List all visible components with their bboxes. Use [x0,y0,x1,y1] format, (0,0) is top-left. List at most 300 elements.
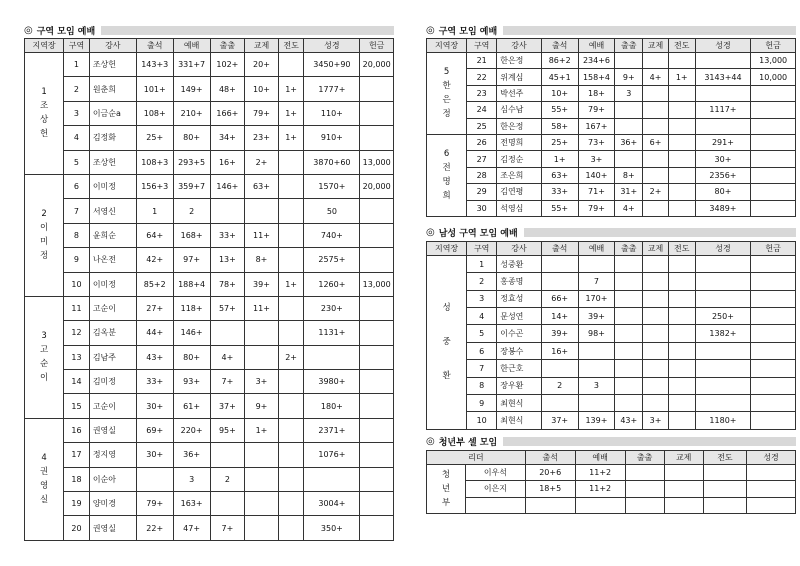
table-cell: 25+ [541,134,578,150]
table-cell [278,370,304,394]
district-leader-char: 환 [442,371,451,382]
left-page [24,22,394,541]
table-row [427,102,796,118]
table-cell [751,184,796,200]
table-cell: 10+ [541,85,578,101]
table-cell: 220+ [173,418,210,442]
youth-cell-table [426,450,796,514]
table-cell: 39+ [541,325,578,342]
table-cell: 23 [467,85,497,101]
table-cell: 11+ [245,223,279,247]
table-cell: 31+ [615,184,643,200]
table-cell: 42+ [136,248,173,272]
table-cell: 19 [64,492,90,516]
table-cell: 28 [467,167,497,183]
table-cell [664,464,703,480]
district-leader-char: 권 [39,467,49,478]
table-cell: 20+6 [525,464,575,480]
district-leader-char: 부 [441,497,451,508]
table-cell: 910+ [304,126,360,150]
table-cell [695,85,751,101]
table-cell: 20+ [245,53,279,77]
table-cell: 1+ [668,69,695,85]
table-cell: 33+ [136,370,173,394]
table-cell: 이수곤 [497,325,542,342]
table-cell: 93+ [173,370,210,394]
table-cell: 성중환 [497,255,542,272]
table-row [427,464,796,480]
table-cell [360,345,394,369]
table-cell: 1117+ [695,102,751,118]
table-cell: 37+ [541,412,578,429]
table-cell: 7+ [210,370,245,394]
table-cell: 위계심 [497,69,542,85]
table-cell: 17 [64,443,90,467]
table-cell: 2 [64,77,90,101]
table-cell [668,342,695,359]
table-cell: 20,000 [360,53,394,77]
column-header: 성경 [695,241,751,255]
table-cell [668,255,695,272]
table-cell: 1+ [278,126,304,150]
table-cell: 167+ [578,118,615,134]
table-cell: 331+7 [173,53,210,77]
table-cell [615,308,643,325]
bullet-icon: ◎ [426,24,435,36]
table-cell: 359+7 [173,174,210,198]
table-cell [751,134,796,150]
table-cell [751,308,796,325]
table-cell: 163+ [173,492,210,516]
table-cell: 2+ [643,184,669,200]
table-cell: 55+ [541,200,578,216]
table-cell: 69+ [136,418,173,442]
table-cell: 권영실 [89,418,136,442]
table-row [25,199,394,223]
table-cell: 25 [467,118,497,134]
table-cell: 9+ [245,394,279,418]
district-leader-char: 청 [441,469,451,480]
table-cell: 이은지 [466,481,526,497]
table-cell [751,342,796,359]
table-cell: 이금순a [89,101,136,125]
table-cell [360,443,394,467]
table-cell [360,467,394,491]
table-cell: 4 [64,126,90,150]
table-row [25,174,394,198]
table-cell: 1+ [541,151,578,167]
column-header: 헌금 [751,241,796,255]
table-cell [668,308,695,325]
table-cell: 윤희순 [89,223,136,247]
table-row [25,516,394,540]
table-cell [643,53,669,69]
column-header: 출출 [615,39,643,53]
column-header: 강사 [89,39,136,53]
table-row [25,467,394,491]
table-row [427,167,796,183]
table-cell: 9 [467,395,497,412]
table-cell [615,290,643,307]
table-cell: 2 [210,467,245,491]
district-leader-cell [427,255,467,429]
table-cell: 10+ [245,77,279,101]
table-cell: 한은정 [497,53,542,69]
table-row [427,412,796,429]
table-cell [643,360,669,377]
table-cell: 11+2 [575,464,625,480]
table-cell: 정효성 [497,290,542,307]
table-row [427,308,796,325]
table-cell: 조상헌 [89,53,136,77]
table-cell [695,290,751,307]
table-cell [668,360,695,377]
table-cell: 9+ [615,69,643,85]
table-cell: 1+ [278,272,304,296]
table-cell [541,360,578,377]
table-cell: 1 [136,199,173,223]
table-cell: 25+ [136,126,173,150]
table-cell: 47+ [173,516,210,540]
table-cell: 홍종명 [497,273,542,290]
table-cell [751,85,796,101]
table-cell: 최현식 [497,395,542,412]
district-leader-cell [427,53,467,135]
table-cell: 85+2 [136,272,173,296]
table-cell: 27+ [136,296,173,320]
table-cell: 63+ [245,174,279,198]
table-cell [615,360,643,377]
table-cell: 44+ [136,321,173,345]
table-cell [278,150,304,174]
table-cell: 101+ [136,77,173,101]
bullet-icon: ◎ [426,227,435,239]
table-row [427,85,796,101]
table-cell: 4+ [210,345,245,369]
table-cell [360,126,394,150]
table-cell: 4+ [615,200,643,216]
column-header: 예배 [173,39,210,53]
table-cell: 권영실 [89,516,136,540]
table-cell: 80+ [173,126,210,150]
table-cell: 7 [467,360,497,377]
table-cell: 58+ [541,118,578,134]
district-table-right [426,38,796,217]
column-header: 구역 [467,39,497,53]
column-header: 출석 [541,39,578,53]
table-cell [615,255,643,272]
district-table-left [24,38,394,541]
table-cell: 나온전 [89,248,136,272]
table-cell: 13,000 [751,53,796,69]
table-cell: 146+ [173,321,210,345]
table-cell: 3+ [578,151,615,167]
column-header: 전도 [278,39,304,53]
district-leader-char: 이 [39,223,49,234]
table-cell: 3+ [245,370,279,394]
section-title-text: 구역 모임 예배 [36,26,96,37]
table-cell: 이미정 [89,272,136,296]
title-bar [503,26,796,35]
column-header: 교제 [664,450,703,464]
table-cell: 2356+ [695,167,751,183]
district-leader-char: 4 [41,453,47,464]
table-cell [668,151,695,167]
table-cell [278,443,304,467]
section-title-text: 청년부 셀 모임 [438,438,498,449]
table-cell [747,464,796,480]
table-cell [578,255,615,272]
table-cell [615,342,643,359]
table-cell [668,200,695,216]
table-cell [668,118,695,134]
table-cell: 13 [64,345,90,369]
table-cell: 최현식 [497,412,542,429]
table-cell: 139+ [578,412,615,429]
table-cell: 20 [64,516,90,540]
district-leader-char: 영 [39,481,49,492]
table-cell: 79+ [578,200,615,216]
table-row [25,370,394,394]
district-leader-cell [25,53,64,175]
title-bar [101,26,394,35]
table-cell: 102+ [210,53,245,77]
table-cell: 정지영 [89,443,136,467]
table-cell [245,467,279,491]
bullet-icon: ◎ [426,436,435,448]
table-cell [360,101,394,125]
table-cell [668,325,695,342]
table-cell: 57+ [210,296,245,320]
table-cell: 80+ [173,345,210,369]
table-cell: 1076+ [304,443,360,467]
table-cell: 29 [467,184,497,200]
table-cell [695,342,751,359]
table-row [25,150,394,174]
table-cell [664,497,703,513]
table-cell: 146+ [210,174,245,198]
table-cell: 140+ [578,167,615,183]
table-cell [615,118,643,134]
table-row [427,497,796,513]
table-cell [278,516,304,540]
table-cell: 1777+ [304,77,360,101]
table-cell [643,395,669,412]
district-leader-char: 년 [441,483,451,494]
table-row [25,321,394,345]
column-header: 교제 [643,39,669,53]
table-row [427,481,796,497]
table-cell [210,492,245,516]
column-header: 성경 [747,450,796,464]
column-header: 교제 [643,241,669,255]
table-cell [360,418,394,442]
table-cell: 108+3 [136,150,173,174]
table-cell: 39+ [578,308,615,325]
table-cell: 2371+ [304,418,360,442]
district-leader-char: 상 [39,115,49,126]
right-page [426,22,796,514]
table-cell: 김정화 [89,126,136,150]
table-cell: 김연평 [497,184,542,200]
column-header: 예배 [578,39,615,53]
table-cell: 3004+ [304,492,360,516]
column-header: 성경 [695,39,751,53]
table-cell [615,102,643,118]
column-header: 예배 [578,241,615,255]
table-cell: 16 [64,418,90,442]
table-cell [245,199,279,223]
table-cell: 166+ [210,101,245,125]
table-cell [668,167,695,183]
table-cell [245,516,279,540]
table-row [25,248,394,272]
column-header: 지역장 [427,241,467,255]
table-cell [466,497,526,513]
table-row [427,151,796,167]
table-cell: 3143+44 [695,69,751,85]
table-cell: 2575+ [304,248,360,272]
table-row [427,290,796,307]
table-cell [625,464,664,480]
table-cell [747,497,796,513]
table-cell [360,248,394,272]
title-bar [503,437,796,446]
table-cell: 10,000 [751,69,796,85]
table-cell [136,467,173,491]
column-header: 구역 [64,39,90,53]
table-row [427,325,796,342]
district-leader-cell [25,296,64,418]
table-cell [360,296,394,320]
table-cell [643,342,669,359]
table-row [25,296,394,320]
table-cell: 18+5 [525,481,575,497]
table-cell [695,255,751,272]
table-cell [643,151,669,167]
table-cell: 66+ [541,290,578,307]
table-cell: 1 [467,255,497,272]
table-cell: 8+ [245,248,279,272]
table-cell [278,174,304,198]
table-cell: 16+ [210,150,245,174]
table-cell: 5 [467,325,497,342]
column-header: 지역장 [427,39,467,53]
header-row [427,39,796,53]
table-cell: 1131+ [304,321,360,345]
table-row [427,395,796,412]
table-cell: 36+ [173,443,210,467]
table-cell: 350+ [304,516,360,540]
table-cell: 156+3 [136,174,173,198]
table-cell: 293+5 [173,150,210,174]
column-header: 헌금 [360,39,394,53]
table-cell: 1+ [278,101,304,125]
district-leader-cell [427,134,467,216]
table-cell: 김정순 [497,151,542,167]
table-cell: 14 [64,370,90,394]
table-cell [304,467,360,491]
table-cell: 6+ [643,134,669,150]
table-row [25,394,394,418]
table-cell: 1570+ [304,174,360,198]
table-cell: 이우석 [466,464,526,480]
table-cell: 143+3 [136,53,173,77]
table-cell: 79+ [136,492,173,516]
table-cell [703,464,746,480]
table-cell: 1 [64,53,90,77]
table-cell [615,273,643,290]
table-cell: 13,000 [360,272,394,296]
table-cell [210,199,245,223]
district-leader-char: 3 [41,331,47,342]
table-cell: 86+2 [541,53,578,69]
table-cell: 13,000 [360,150,394,174]
table-cell [278,296,304,320]
table-cell: 71+ [578,184,615,200]
table-cell: 30+ [136,443,173,467]
table-cell: 1260+ [304,272,360,296]
table-cell: 1180+ [695,412,751,429]
table-cell: 조상헌 [89,150,136,174]
table-row [25,77,394,101]
table-cell [278,199,304,223]
table-cell [278,321,304,345]
table-cell: 9 [64,248,90,272]
table-cell: 2 [173,199,210,223]
table-cell [578,342,615,359]
column-header: 전도 [668,241,695,255]
table-cell: 95+ [210,418,245,442]
table-cell [278,394,304,418]
district-leader-char: 은 [442,95,451,106]
table-cell [668,377,695,394]
table-cell [360,394,394,418]
table-cell [210,443,245,467]
table-cell: 73+ [578,134,615,150]
table-cell [278,467,304,491]
table-cell: 180+ [304,394,360,418]
table-cell [615,377,643,394]
table-row [25,443,394,467]
table-cell: 문성연 [497,308,542,325]
table-cell: 서영신 [89,199,136,223]
table-cell: 한은정 [497,118,542,134]
table-cell [615,395,643,412]
table-row [427,377,796,394]
table-cell: 8 [467,377,497,394]
district-leader-char: 고 [39,345,49,356]
table-cell: 33+ [541,184,578,200]
table-row [427,360,796,377]
table-cell [668,290,695,307]
table-cell: 14+ [541,308,578,325]
table-cell: 11+ [245,296,279,320]
table-cell: 168+ [173,223,210,247]
table-cell [668,85,695,101]
district-leader-char: 6 [443,149,450,160]
table-cell: 김미정 [89,370,136,394]
column-header: 헌금 [751,39,796,53]
table-cell [615,151,643,167]
table-cell: 39+ [245,272,279,296]
table-cell: 50 [304,199,360,223]
table-cell: 10 [64,272,90,296]
table-cell: 8+ [615,167,643,183]
district-leader-char: 5 [443,67,450,78]
district-leader-char: 희 [442,191,451,202]
table-cell: 김남주 [89,345,136,369]
